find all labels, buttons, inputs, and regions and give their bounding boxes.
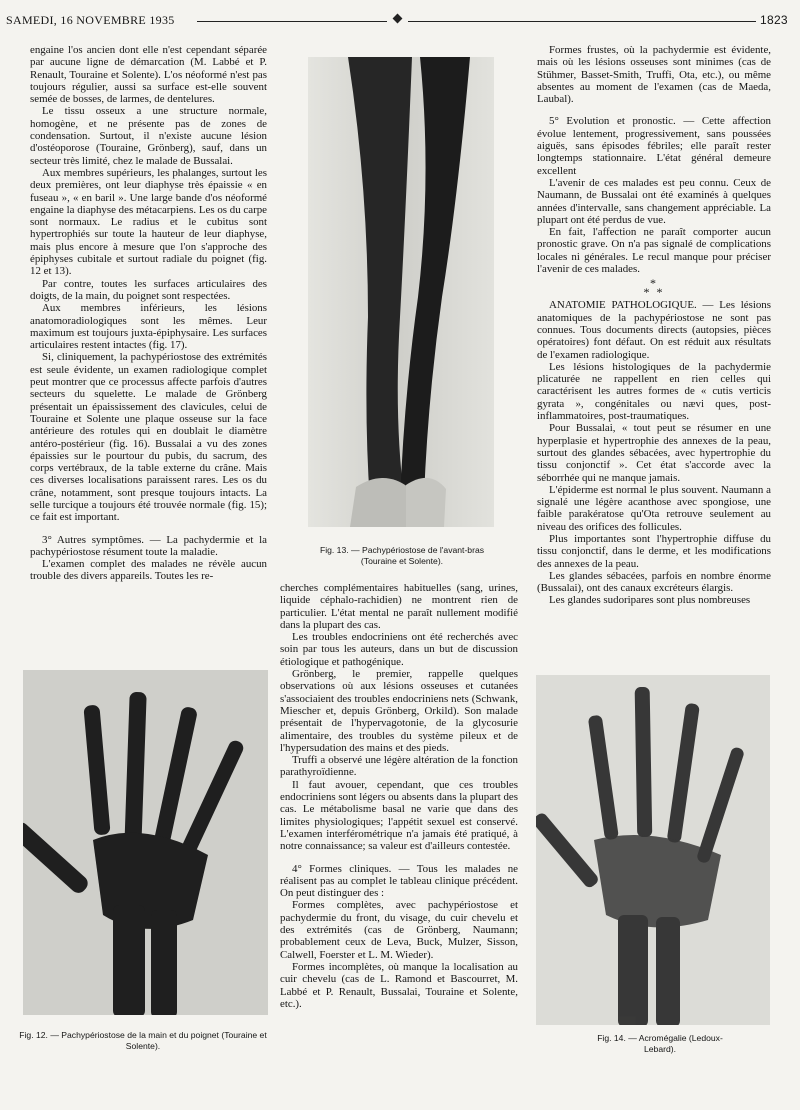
paragraph: Les glandes sudoripares sont plus nombreuses — [549, 594, 751, 607]
paragraph: Les troubles endocriniens ont été recherchés avec soin par tous les auteurs, dans un but de discussion étiologique et pathogénique. — [280, 631, 518, 668]
running-header-date: SAMEDI, 16 NOVEMBRE 1935 — [6, 13, 175, 27]
paragraph: Aux membres supérieurs, les phalanges, surtout les deux premières, ont leur diaphyse très épaissie « en fuseau », « en baril ». Une large bande d'os néoformé engaine la diaphyse des métacarpiens. Les os du carpe sont normaux. Le radius et le cubitus sont hypertrophiés sur toute la hauteur de leur diaphyse, mais plus encore à mesure que l'on s'approche des épiphyses cubitale et surtout radiale du poignet (fig. 12 et 13). — [30, 166, 267, 278]
paragraph: cherches complémentaires habituelles (sang, urines, liquide céphalo-rachidien) ne montrent rien de particulier. L'état mental ne paraît nullement modifié dans la plupart des cas. — [280, 582, 518, 631]
header-rule-right — [408, 21, 756, 22]
paragraph: Grönberg, le premier, rappelle quelques observations où aux lésions osseuses et cutanées s'associaient des troubles endocriniens nets (Schwank, Miescher et, depuis Grönberg, Orkild). Son malade présentait de l'hypervagotonie, de la glycosurie alimentaire, des troubles du système pileux et de l'hypersudation des mains et des pieds. — [280, 668, 518, 754]
paragraph: Pour Bussalai, « tout peut se résumer en une hyperplasie et hypertrophie des annexes de la peau, surtout des glandes sébacées, avec hypertrophie du tissu conjonctif ». Cet état s'accorde avec la séborrhée qui ne manque jamais. — [537, 422, 771, 484]
header-rule-left — [197, 21, 387, 22]
paragraph: Plus importantes sont l'hypertrophie diffuse du tissu conjonctif, dans le derme, et les modifications des annexes de la peau. — [537, 532, 771, 570]
paragraph: Formes complètes, avec pachypériostose et pachydermie du front, du visage, du cuir chevelu et des extrémités (cas de Grönberg, Naumann; probablement ceux de Leva, Buck, Mulzer, Sisson, Calwell, Foerster et L. M. Wieder). — [280, 899, 518, 961]
paragraph: Aux membres inférieurs, les lésions anatomoradiologiques sont les mêmes. Leur maximum est toujours juxta-épiphysaire. Les surfaces articulaires restent intactes (fig. 17). — [30, 302, 267, 352]
hand-xray-image — [23, 670, 268, 1015]
figure-12-caption: Fig. 12. — Pachypériostose de la main et du poignet (Touraine et Solente). — [19, 1030, 267, 1051]
figure-12-xray-hand — [23, 670, 268, 1015]
section-heading-anatomie-pathologique: ANATOMIE PATHOLOGIQUE. — Les lésions anatomiques de la pachypériostose ne sont pas connues. Tous documents directs (autopsies, pièces opératoires) font défaut. On est réduit aux résultats de l'examen radiologique. — [537, 299, 771, 361]
hand-xray-image — [536, 675, 770, 1025]
paragraph: Par contre, toutes les surfaces articulaires des doigts, de la main, du poignet sont respectées. — [30, 277, 267, 302]
paragraph: Les lésions histologiques de la pachydermie plicaturée ne rappellent en rien celles qui caractérisent les autres formes de « cutis verticis gyrata », congénitales ou nævi ques, post-inflammatoires, post-traumatiques. — [537, 360, 771, 423]
paragraph: Formes incomplètes, où manque la localisation au cuir chevelu (cas de L. Ramond et Bascourret, M. Labbé et P. Renault, Bussalai, Touraine et Solente, etc.). — [280, 960, 518, 1010]
paragraph: L'épiderme est normal le plus souvent. Naumann a signalé une légère acanthose avec spongiose, une faible parakératose qu'Ota retrouve seulement au niveau des orifices des follicules. — [537, 483, 771, 533]
figure-13-xray-forearm — [308, 57, 494, 527]
paragraph: Le tissu osseux a une structure normale, homogène, et ne présente pas de zones de condensation. Surtout, il n'existe aucune lésion d'ostéoporose (Touraine, Grönberg), sauf, dans un secteur très limité, chez le malade de Bussalai. — [30, 105, 267, 167]
paragraph: L'avenir de ces malades est peu connu. Ceux de Naumann, de Bussalai ont été examinés à quelques années d'intervalle, sans changement appréciable. La plupart ont été perdus de vue. — [537, 176, 771, 226]
page-number: 1823 — [760, 13, 788, 27]
column-1 — [30, 44, 267, 583]
paragraph: En fait, l'affection ne paraît comporter aucun pronostic grave. On n'a pas signalé de complications locales ni générales. Le recul manque pour préciser l'avenir de ces malades. — [537, 226, 771, 276]
paragraph: Les glandes sébacées, parfois en nombre énorme (Bussalai), ont des canaux excréteurs élargis. — [537, 569, 771, 595]
section-heading-autres-symptomes: 3° Autres symptômes. — La pachydermie et la pachypériostose résument toute la maladie. — [30, 533, 267, 558]
section-heading-evolution: 5° Evolution et pronostic. — Cette affection évolue lentement, progressivement, sans poussées aiguës, sans épisodes fébriles; elle paraît rester longtemps stationnaire. L'état général demeure excellent — [537, 115, 771, 177]
paragraph: Il faut avouer, cependant, que ces troubles endocriniens sont légers ou absents dans la plupart des cas. Le métabolisme basal ne varie que dans des limites physiologiques; l'appétit sexuel est conservé. L'examen interférométrique n'a jamais été pratiqué, à notre connaissance; sa valeur est d'ailleurs contestée. — [280, 778, 518, 853]
header-ornament — [393, 14, 403, 24]
figure-13-caption: Fig. 13. — Pachypériostose de l'avant-bras (Touraine et Solente). — [319, 545, 485, 566]
column-2 — [280, 582, 518, 1010]
figure-14-caption: Fig. 14. — Acromégalie (Ledoux-Lebard). — [597, 1033, 723, 1054]
figure-14-xray-hand — [536, 675, 770, 1025]
section-separator-stars: * * * — [643, 276, 665, 300]
section-heading-formes-cliniques: 4° Formes cliniques. — Tous les malades ne réalisent pas au complet le tableau clinique précédent. On peut distinguer des : — [280, 862, 518, 900]
column-3 — [537, 44, 771, 607]
paragraph: L'examen complet des malades ne révèle aucun trouble des divers appareils. Toutes les re- — [30, 558, 267, 583]
paragraph: engaine l'os ancien dont elle n'est cependant séparée par aucune ligne de démarcation (M. Labbé et P. Renault, Touraine et Solente). L'os néoformé n'est pas toujours régulier, aussi sa surface est-elle souvent semée de bosses, de larmes, de dentelures. — [30, 44, 267, 106]
forearm-xray-image — [308, 57, 494, 527]
paragraph: Formes frustes, où la pachydermie est évidente, mais où les lésions osseuses sont minimes (cas de Stühmer, Basset-Smith, Truffi, Ota, etc.), ou même absentes au moment de l'examen (cas de Maeda, Laubal). — [537, 44, 771, 106]
paragraph: Truffi a observé une légère altération de la fonction parathyroïdienne. — [280, 754, 518, 779]
paragraph: Si, cliniquement, la pachypériostose des extrémités est seule évidente, un examen radiologique complet peut montrer que ce processus affecte parfois d'autres secteurs du squelette. Le malade de Grönberg présentait un épaississement des clavicules, celui de Touraine et Solente une plaque osseuse sur la face antérieure des rotules qui en doublait le diamètre antéro-postérieur (fig. 16). Bussalai a vu des zones épaissies sur le pourtour du pubis, du sacrum, des corps vertébraux, de la table externe du crâne. Mais ces diverses localisations paraissent rares. Les os du crâne, notamment, sont presque toujours intacts. La selle turcique a toujours été trouvée normale (fig. 15); ce fait est important. — [30, 351, 267, 524]
